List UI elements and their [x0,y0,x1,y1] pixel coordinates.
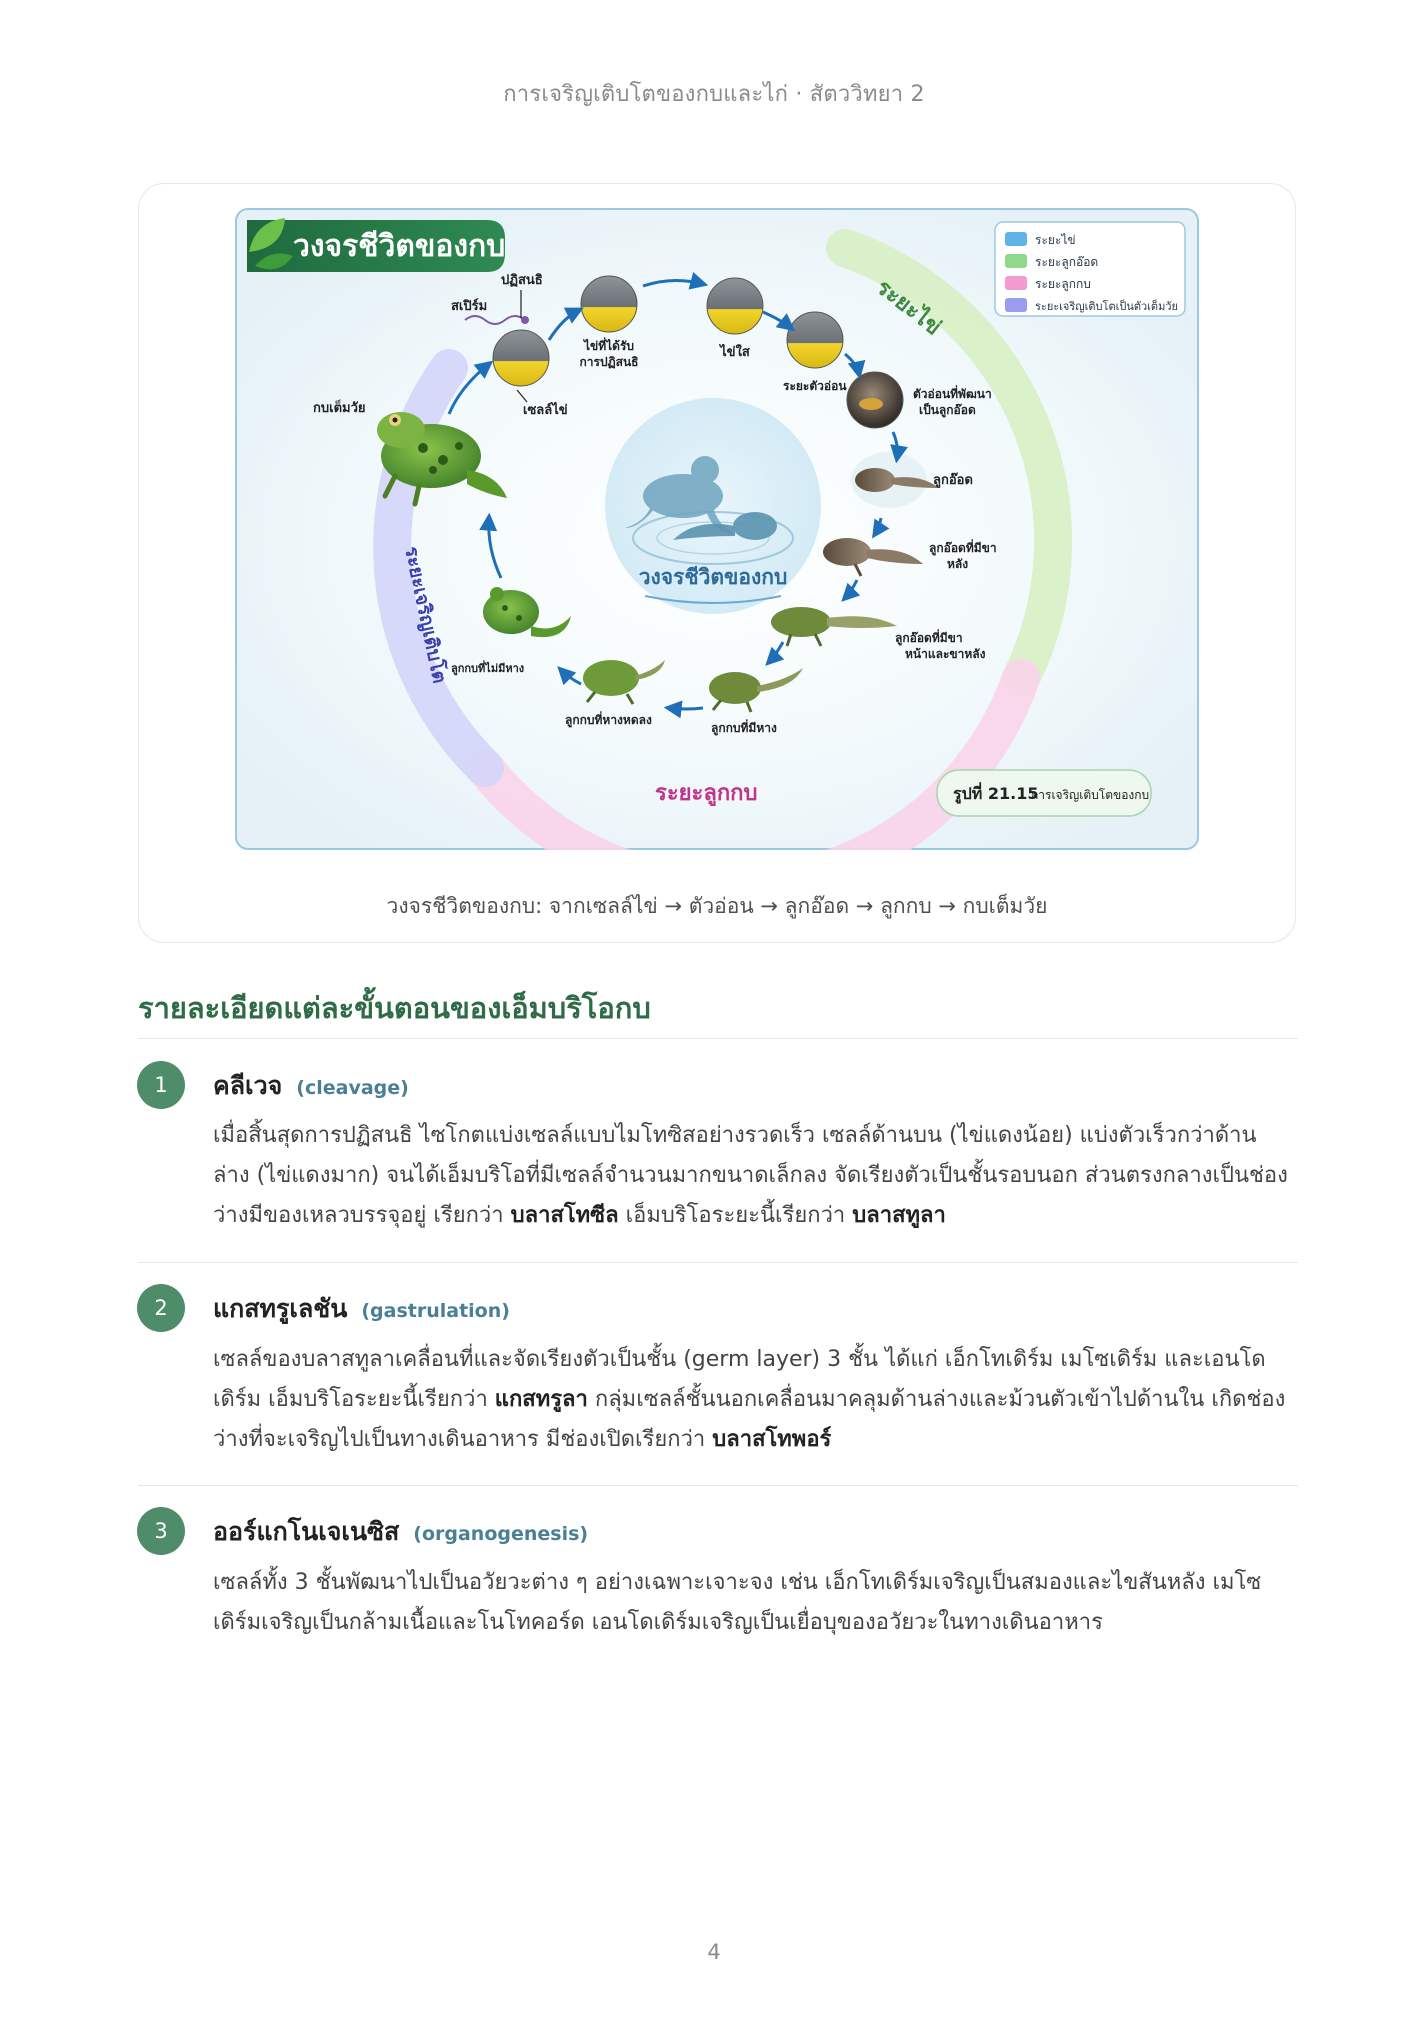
step-title [213,1289,510,1329]
label-egg-cell: เซลล์ไข่ [523,403,568,418]
step-body [213,1563,1288,1643]
label-tadpole: ลูกอ๊อด [933,473,973,488]
label-tadpole-all: ลูกอ๊อดที่มีขา [895,631,963,645]
step-body-text: เมื่อสิ้นสุดการปฏิสนธิ ไซโกตแบ่งเซลล์แบบไมโทซิสอย่างรวดเร็ว เซลล์ด้านบน (ไข่แดงน้อย) แบ่งตัวเร็วกว่าด้านล่าง (ไข่แดงมาก) จนได้เอ็มบริโอที่มีเซลล์จำนวนมากขนาดเล็กลง จัดเรียงตัวเป็นชั้นรอบนอก ส่วนตรงกลางเป็นช่องว่างมีของเหลวบรรจุอยู่ เรียกว่า [213,1123,1288,1228]
step-title-th: ออร์แกโนเจเนซิส [213,1517,400,1546]
term-blastula: บลาสทูลา [852,1203,946,1228]
fertilized-egg-illustration [581,276,637,332]
page-number: 4 [707,1940,721,1964]
label-froglet-short: ลูกกบที่หางหดลง [565,713,652,727]
running-header: การเจริญเติบโตของกบและไก่ · สัตววิทยา 2 [503,82,925,107]
label-fertilization: ปฏิสนธิ [501,273,543,288]
step-number-badge: 1 [137,1061,185,1109]
step-title-th: คลีเวจ [213,1071,283,1100]
legend-swatch-tadpole [1005,254,1027,268]
legend-box [995,222,1185,316]
term-blastocoel: บลาสโทซีล [510,1203,619,1228]
arc-label-froglet: ระยะลูกกบ [655,781,758,806]
embryo-stage-illustration [787,312,843,368]
legend-swatch-adult [1005,298,1027,312]
developing-embryo-illustration [847,372,903,428]
legend-label-egg: ระยะไข่ [1035,233,1076,247]
figure-card [138,183,1296,943]
label-fertilized-egg-2: การปฏิสนธิ [579,355,639,369]
clear-egg-illustration [707,278,763,334]
figure-caption: วงจรชีวิตของกบ: จากเซลล์ไข่ → ตัวอ่อน → ลูกอ๊อด → ลูกกบ → กบเต็มวัย [386,894,1048,918]
frog-life-cycle-diagram [235,208,1199,850]
label-embryo-dev-2: เป็นลูกอ๊อด [919,403,976,417]
step-title-en: (gastrulation) [361,1300,510,1322]
step-body-text: กลุ่มเซลล์ชั้นนอกเคลื่อนมาคลุมด้านล่างและม้วนตัวเข้าไปด้านใน เกิดช่องว่างที่จะเจริญไปเป็นทางเดินอาหาร มีช่องเปิดเรียกว่า [213,1387,1286,1452]
step-title-th: แกสทรูเลชัน [213,1294,348,1323]
step-body-text: เซลล์ของบลาสทูลาเคลื่อนที่และจัดเรียงตัวเป็นชั้น (germ layer) 3 ชั้น ได้แก่ เอ็กโทเดิร์ม เมโซเดิร์ม และเอนโดเดิร์ม เอ็มบริโอระยะนี้เรียกว่า [213,1347,1266,1412]
center-label: วงจรชีวิตของกบ [638,565,788,589]
legend-label-adult: ระยะเจริญเติบโตเป็นตัวเต็มวัย [1035,300,1178,313]
step-title-en: (cleavage) [296,1077,409,1099]
figure-number-pill [937,770,1151,816]
figure-title-banner [247,218,505,272]
label-fertilized-egg: ไข่ที่ได้รับ [583,339,635,353]
step-body [213,1340,1288,1460]
label-tadpole-all-2: หน้าและขาหลัง [905,647,986,661]
label-froglet-tail: ลูกกบที่มีหาง [711,721,777,735]
label-adult: กบเต็มวัย [313,401,366,416]
label-clear-egg: ไข่ใส [720,345,750,360]
step-title [213,1066,409,1106]
section-rule [138,1038,1298,1039]
legend-swatch-egg [1005,232,1027,246]
figure-number: รูปที่ 21.15 [953,784,1039,803]
legend-label-froglet: ระยะลูกกบ [1035,277,1091,291]
step-body [213,1116,1288,1236]
label-embryo-stage: ระยะตัวอ่อน [783,379,847,393]
figure-title: วงจรชีวิตของกบ [293,229,506,264]
label-froglet-notail: ลูกกบที่ไม่มีหาง [451,662,525,675]
term-blastopore: บลาสโทพอร์ [712,1427,832,1452]
figure-number-caption: การเจริญเติบโตของกบ [1031,788,1150,802]
step-divider [138,1485,1298,1486]
label-embryo-dev: ตัวอ่อนที่พัฒนา [913,387,992,401]
label-tadpole-hind: ลูกอ๊อดที่มีขา [929,541,997,555]
label-sperm: สเปิร์ม [451,299,488,314]
step-title-en: (organogenesis) [413,1523,589,1545]
step-title [213,1512,588,1552]
legend-label-tadpole: ระยะลูกอ๊อด [1035,255,1099,269]
section-heading: รายละเอียดแต่ละขั้นตอนของเอ็มบริโอกบ [138,991,651,1025]
term-gastrula: แกสทรูลา [494,1387,588,1412]
step-divider [138,1262,1298,1263]
arc-label-growth: ระยะเจริญเติบโต [400,544,451,686]
legend-swatch-froglet [1005,276,1027,290]
step-number-badge: 2 [137,1284,185,1332]
step-body-text: เซลล์ทั้ง 3 ชั้นพัฒนาไปเป็นอวัยวะต่าง ๆ อย่างเฉพาะเจาะจง เช่น เอ็กโทเดิร์มเจริญเป็นสมองและไขสันหลัง เมโซเดิร์มเจริญเป็นกล้ามเนื้อและโนโทคอร์ด เอนโดเดิร์มเจริญเป็นเยื่อบุของอวัยวะในทางเดินอาหาร [213,1570,1262,1635]
label-tadpole-hind-2: หลัง [947,557,969,571]
arc-label-egg: ระยะไข่ [871,275,946,341]
step-body-text: เอ็มบริโอระยะนี้เรียกว่า [618,1203,853,1228]
step-number-badge: 3 [137,1507,185,1555]
